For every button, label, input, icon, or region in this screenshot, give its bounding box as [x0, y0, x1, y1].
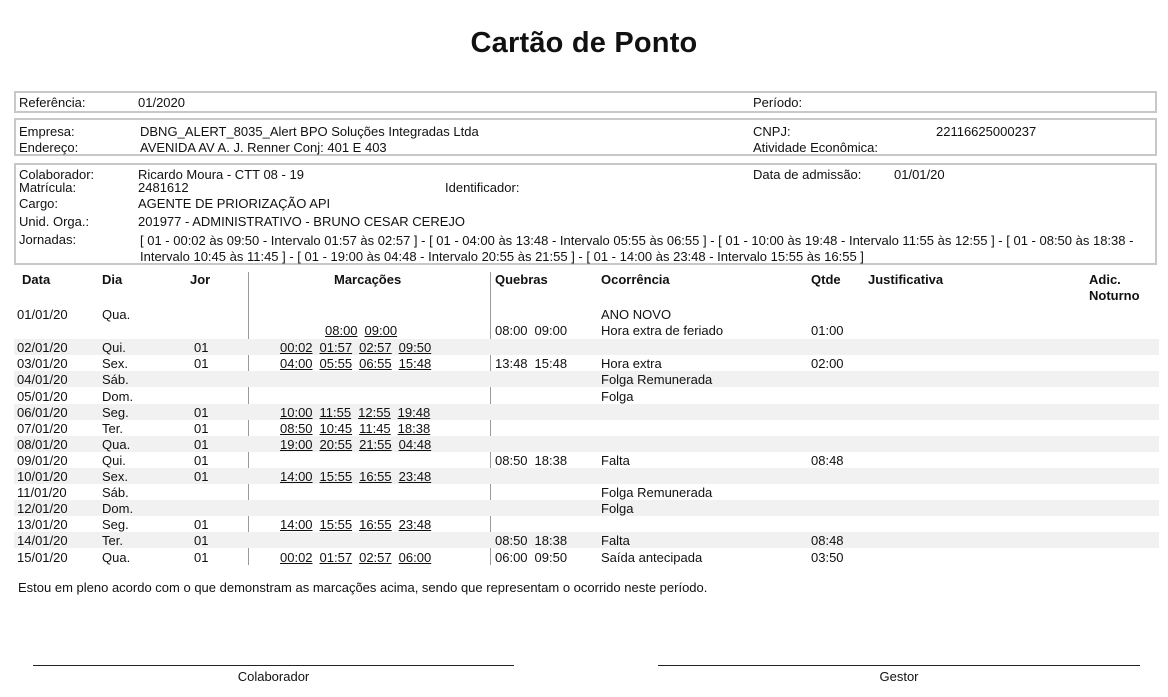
cell-ocorrencia: ANO NOVO — [601, 307, 672, 322]
cell-data: 09/01/20 — [17, 452, 68, 468]
time-mark[interactable]: 04:00 — [280, 356, 313, 372]
time-mark[interactable]: 01:57 — [319, 340, 353, 356]
cell-qtde: 08:48 — [811, 533, 844, 549]
cell-jor: 01 — [194, 533, 209, 549]
cell-dia: Sex. — [102, 469, 129, 484]
cell-dia: Qui. — [102, 340, 126, 356]
cell-data: 01/01/20 — [17, 307, 68, 322]
empresa-label: Empresa: — [19, 124, 75, 139]
page-title: Cartão de Ponto — [470, 27, 698, 59]
endereco-label: Endereço: — [19, 140, 79, 155]
referencia-value: 01/2020 — [138, 95, 185, 110]
cell-data: 06/01/20 — [17, 404, 68, 420]
gestor-signature-line — [658, 665, 1140, 666]
admissao-label: Data de admissão: — [753, 167, 862, 182]
header-jor: Jor — [190, 272, 211, 287]
cell-data: 02/01/20 — [17, 340, 68, 356]
time-mark[interactable]: 09:50 — [398, 340, 432, 356]
periodo-label: Período: — [753, 95, 803, 110]
cell-marcacoes — [280, 550, 438, 565]
time-mark[interactable]: 11:55 — [319, 404, 352, 420]
table-row — [14, 436, 1159, 452]
table-row — [14, 404, 1159, 420]
endereco-value: AVENIDA AV A. J. Renner Conj: 401 E 403 — [140, 140, 387, 155]
cell-dia: Dom. — [102, 388, 134, 404]
referencia-label: Referência: — [19, 95, 86, 110]
cell-marcacoes — [280, 517, 438, 532]
time-mark[interactable]: 04:48 — [398, 436, 432, 452]
header-justificativa: Justificativa — [868, 272, 944, 287]
cargo-value: AGENTE DE PRIORIZAÇÃO API — [138, 196, 331, 211]
cell-qtde: 02:00 — [811, 356, 844, 372]
cell-quebras — [495, 323, 574, 338]
cell-quebras — [495, 453, 574, 468]
cell-jor: 01 — [194, 404, 209, 420]
time-mark[interactable]: 14:00 — [280, 469, 313, 484]
time-mark[interactable]: 23:48 — [398, 469, 432, 484]
header-dia: Dia — [102, 272, 123, 287]
time-mark[interactable]: 09:00 — [364, 323, 398, 339]
cell-dia: Sex. — [102, 356, 129, 372]
break-time: 08:50 — [495, 533, 528, 549]
cell-marcacoes — [280, 469, 438, 484]
cell-jor: 01 — [194, 420, 209, 436]
cell-data: 07/01/20 — [17, 420, 68, 436]
cnpj-value: 22116625000237 — [936, 124, 1037, 139]
cell-jor: 01 — [194, 340, 209, 356]
table-row — [14, 532, 1159, 548]
break-time: 09:50 — [534, 549, 568, 565]
header-data: Data — [22, 272, 51, 287]
header-adic: Adic. — [1089, 272, 1121, 287]
cell-ocorrencia: Folga — [601, 501, 634, 517]
cell-ocorrencia: Hora extra de feriado — [601, 323, 724, 339]
cell-dia: Ter. — [102, 533, 123, 549]
colaborador-signature-label: Colaborador — [237, 669, 310, 684]
time-mark[interactable]: 08:50 — [280, 420, 313, 436]
cell-data: 08/01/20 — [17, 436, 68, 452]
time-mark[interactable]: 15:55 — [319, 517, 353, 533]
time-mark[interactable]: 16:55 — [359, 469, 392, 484]
time-mark[interactable]: 10:45 — [319, 420, 353, 436]
time-mark[interactable]: 12:55 — [358, 404, 391, 420]
time-mark[interactable]: 19:48 — [397, 404, 431, 420]
time-mark[interactable]: 18:38 — [397, 420, 431, 436]
header-qtde: Qtde — [811, 272, 841, 287]
table-row — [14, 306, 1159, 339]
cell-ocorrencia: Folga — [601, 388, 634, 404]
table-row — [14, 452, 1159, 468]
cell-quebras — [495, 533, 574, 548]
identificador-label: Identificador: — [445, 180, 520, 195]
cell-marcacoes — [280, 421, 437, 436]
table-row — [14, 371, 1159, 387]
time-mark[interactable]: 15:55 — [319, 469, 353, 484]
unid-value: 201977 - ADMINISTRATIVO - BRUNO CESAR CEREJO — [138, 214, 465, 229]
time-mark[interactable]: 21:55 — [359, 436, 392, 452]
employee-box — [14, 163, 1157, 265]
break-time: 18:38 — [534, 452, 568, 468]
table-row — [14, 549, 1159, 565]
cell-ocorrencia: Folga Remunerada — [601, 372, 713, 388]
cell-jor: 01 — [194, 549, 209, 565]
table-row — [14, 355, 1159, 371]
time-mark[interactable]: 19:00 — [280, 436, 313, 452]
time-mark[interactable]: 15:48 — [398, 356, 432, 372]
cell-dia: Seg. — [102, 404, 129, 420]
time-mark[interactable]: 10:00 — [280, 404, 313, 420]
cell-data: 14/01/20 — [17, 533, 68, 549]
time-mark[interactable]: 00:02 — [280, 340, 313, 356]
header-marcacoes: Marcações — [334, 272, 402, 287]
time-mark[interactable]: 00:02 — [280, 549, 313, 565]
cell-data: 12/01/20 — [17, 501, 68, 517]
time-mark[interactable]: 14:00 — [280, 517, 313, 533]
table-row — [14, 516, 1159, 532]
table-row — [14, 468, 1159, 484]
matricula-label: Matrícula: — [19, 180, 77, 195]
agreement-statement: Estou em pleno acordo com o que demonstram as marcações acima, sendo que representam o ocorrido neste período. — [18, 580, 708, 595]
table-header — [0, 270, 1168, 308]
time-mark[interactable]: 08:00 — [325, 323, 358, 339]
break-time: 08:50 — [495, 452, 528, 468]
time-mark[interactable]: 16:55 — [359, 517, 392, 533]
cell-dia: Sáb. — [102, 372, 129, 388]
cell-data: 13/01/20 — [17, 517, 68, 533]
colaborador-signature-line — [33, 665, 514, 666]
time-mark[interactable]: 23:48 — [398, 517, 432, 533]
colaborador-value: Ricardo Moura - CTT 08 - 19 — [138, 167, 304, 182]
header-ocorrencia: Ocorrência — [601, 272, 670, 287]
cell-jor: 01 — [194, 469, 209, 484]
cell-ocorrencia: Falta — [601, 452, 630, 468]
cell-jor: 01 — [194, 517, 209, 533]
time-mark[interactable]: 20:55 — [319, 436, 353, 452]
break-time: 06:00 — [495, 549, 528, 565]
table-row — [14, 388, 1159, 404]
cargo-label: Cargo: — [19, 196, 59, 211]
unid-label: Unid. Orga.: — [19, 214, 90, 229]
table-row — [14, 500, 1159, 516]
header-noturno: Noturno — [1089, 288, 1140, 303]
cell-data: 11/01/20 — [17, 485, 67, 501]
cell-qtde: 03:50 — [811, 549, 844, 565]
matricula-value: 2481612 — [138, 180, 189, 195]
cell-data: 04/01/20 — [17, 372, 68, 388]
cell-data: 03/01/20 — [17, 356, 68, 372]
empresa-value: DBNG_ALERT_8035_Alert BPO Soluções Integradas Ltda — [140, 124, 479, 139]
time-mark[interactable]: 06:55 — [359, 356, 392, 372]
break-time: 09:00 — [534, 323, 568, 339]
cell-data: 15/01/20 — [17, 549, 68, 565]
break-time: 13:48 — [495, 356, 528, 372]
cell-marcacoes — [280, 405, 437, 420]
header-quebras: Quebras — [495, 272, 548, 287]
cell-dia: Sáb. — [102, 485, 129, 501]
break-time: 18:38 — [534, 533, 568, 549]
table-row — [14, 339, 1159, 355]
cell-data: 05/01/20 — [17, 388, 68, 404]
time-mark[interactable]: 05:55 — [319, 356, 353, 372]
table-row — [14, 420, 1159, 436]
cell-qtde: 01:00 — [811, 323, 844, 339]
time-mark[interactable]: 11:45 — [359, 420, 391, 436]
cell-dia: Dom. — [102, 501, 134, 517]
cell-dia: Qua. — [102, 436, 131, 452]
cell-data: 10/01/20 — [17, 469, 68, 484]
cell-dia: Qua. — [102, 307, 131, 322]
cell-qtde: 08:48 — [811, 452, 844, 468]
time-mark[interactable]: 02:57 — [359, 340, 392, 356]
reference-box — [14, 91, 1157, 113]
time-mark[interactable]: 02:57 — [359, 549, 392, 565]
time-mark[interactable]: 06:00 — [398, 549, 432, 565]
table-row — [14, 484, 1159, 500]
cell-ocorrencia: Saída antecipada — [601, 549, 703, 565]
cell-ocorrencia: Folga Remunerada — [601, 485, 713, 501]
admissao-value: 01/01/20 — [894, 167, 945, 182]
cell-jor: 01 — [194, 452, 209, 468]
cell-jor: 01 — [194, 436, 209, 452]
break-time: 15:48 — [534, 356, 568, 372]
cell-dia: Qui. — [102, 452, 126, 468]
cell-marcacoes — [325, 323, 404, 338]
cell-dia: Seg. — [102, 517, 129, 533]
cell-dia: Qua. — [102, 549, 131, 565]
break-time: 08:00 — [495, 323, 528, 339]
cell-dia: Ter. — [102, 420, 123, 436]
company-box — [14, 118, 1157, 156]
atividade-label: Atividade Econômica: — [753, 140, 879, 155]
cell-quebras — [495, 356, 574, 371]
cell-quebras — [495, 550, 574, 565]
cell-ocorrencia: Falta — [601, 533, 630, 549]
jornadas-label: Jornadas: — [19, 232, 77, 247]
cnpj-label: CNPJ: — [753, 124, 791, 139]
cell-marcacoes — [280, 356, 438, 371]
gestor-signature-label: Gestor — [879, 669, 919, 684]
cell-marcacoes — [280, 340, 438, 355]
cell-jor: 01 — [194, 356, 209, 372]
cell-marcacoes — [280, 437, 438, 452]
cell-ocorrencia: Hora extra — [601, 356, 662, 372]
time-mark[interactable]: 01:57 — [319, 549, 353, 565]
colaborador-label: Colaborador: — [19, 167, 95, 182]
jornadas-value: [ 01 - 00:02 às 09:50 - Intervalo 01:57 às 02:57 ] - [ 01 - 04:00 às 13:48 - Intervalo 05:55 às 06:55 ] - [ 01 - 10:00 às 19:48 - Intervalo 11:55 às 12:55 ] - [ 01 - 08:50 às 18:38 - Intervalo 10:45 às 11:45 ] - [ 01 - 19:00 às 04:48 - Intervalo 20:55 às 21:55 ] - [ 01 - 14:00 às 23:48 - Intervalo 15:55 às 16:55 ] — [140, 233, 1134, 264]
